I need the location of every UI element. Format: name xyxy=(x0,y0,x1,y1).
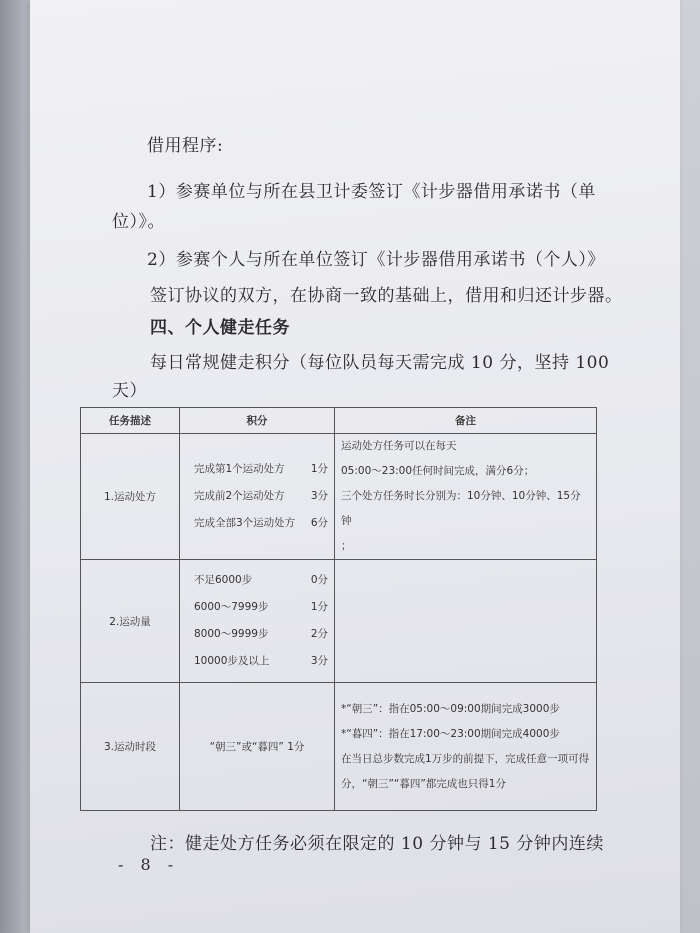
note-line: 三个处方任务时长分别为：10分钟、10分钟、15分钟 xyxy=(341,490,581,527)
note-line: *“朝三”：指在05:00～09:00期间完成3000步 xyxy=(341,702,560,715)
paragraph-step-1: 1）参赛单位与所在县卫计委签订《计步器借用承诺书（单 xyxy=(147,182,596,202)
page-number: - 8 - xyxy=(118,855,180,874)
note-line: 在当日总步数完成1万步的前提下，完成任意一项可得 xyxy=(341,752,590,765)
score-item xyxy=(186,510,328,537)
score-label: 8000～9999步 xyxy=(194,628,269,640)
score-points: 1分 xyxy=(310,601,328,613)
section-heading: 四、个人健走任务 xyxy=(150,318,290,338)
footnote: 注：健走处方任务必须在限定的 10 分钟与 15 分钟内连续 xyxy=(150,834,604,854)
task-cell: 2.运动量 xyxy=(81,560,180,683)
paragraph-step-1-cont: 位）》。 xyxy=(112,212,165,232)
table-row xyxy=(81,683,597,811)
score-points: 6分 xyxy=(310,517,328,529)
paragraph-borrow-procedure: 借用程序: xyxy=(147,136,224,156)
header-score: 积分 xyxy=(180,408,335,434)
note-line: *“暮四”：指在17:00～23:00期间完成4000步 xyxy=(341,727,560,740)
note-line: 05:00～23:00任何时间完成，满分6分； xyxy=(341,465,535,477)
paragraph-step-2: 2）参赛个人与所在单位签订《计步器借用承诺书（个人）》 xyxy=(147,250,605,270)
score-item xyxy=(186,483,328,510)
score-label: 6000～7999步 xyxy=(194,601,269,613)
score-points: 1分 xyxy=(310,463,328,475)
score-cell xyxy=(180,560,335,683)
score-item xyxy=(186,648,328,675)
score-label: 不足6000步 xyxy=(194,574,253,586)
score-label: 完成前2个运动处方 xyxy=(194,490,285,502)
notes-cell xyxy=(335,683,597,811)
score-item xyxy=(186,621,328,648)
score-cell xyxy=(180,434,335,560)
score-label: 10000步及以上 xyxy=(194,655,270,667)
score-cell: “朝三”或“暮四” 1分 xyxy=(180,683,335,811)
task-cell: 1.运动处方 xyxy=(81,434,180,560)
notes-cell xyxy=(335,560,597,683)
score-points: 3分 xyxy=(310,490,328,502)
table-row xyxy=(81,560,597,683)
task-table xyxy=(80,407,597,811)
score-label: 完成全部3个运动处方 xyxy=(194,517,296,529)
table-row xyxy=(81,434,597,560)
score-item xyxy=(186,567,328,594)
table-header-row xyxy=(81,408,597,434)
note-line: 分，“朝三”“暮四”都完成也只得1分 xyxy=(341,777,506,790)
page-shadow xyxy=(0,0,30,933)
header-task: 任务描述 xyxy=(81,408,180,434)
paragraph-daily-score: 每日常规健走积分（每位队员每天需完成 10 分，坚持 100 xyxy=(150,353,610,373)
note-line: 运动处方任务可以在每天 xyxy=(341,440,457,452)
score-item xyxy=(186,456,328,483)
score-item xyxy=(186,594,328,621)
score-label: 完成第1个运动处方 xyxy=(194,463,285,475)
notes-cell xyxy=(335,434,597,560)
score-points: 0分 xyxy=(310,574,328,586)
score-points: 2分 xyxy=(310,628,328,640)
note-line: ； xyxy=(341,540,352,552)
score-points: 3分 xyxy=(310,655,328,667)
task-cell: 3.运动时段 xyxy=(81,683,180,811)
header-notes: 备注 xyxy=(335,408,597,434)
paragraph-agreement: 签订协议的双方，在协商一致的基础上，借用和归还计步器。 xyxy=(150,286,623,306)
paragraph-daily-score-cont: 天） xyxy=(112,381,147,401)
